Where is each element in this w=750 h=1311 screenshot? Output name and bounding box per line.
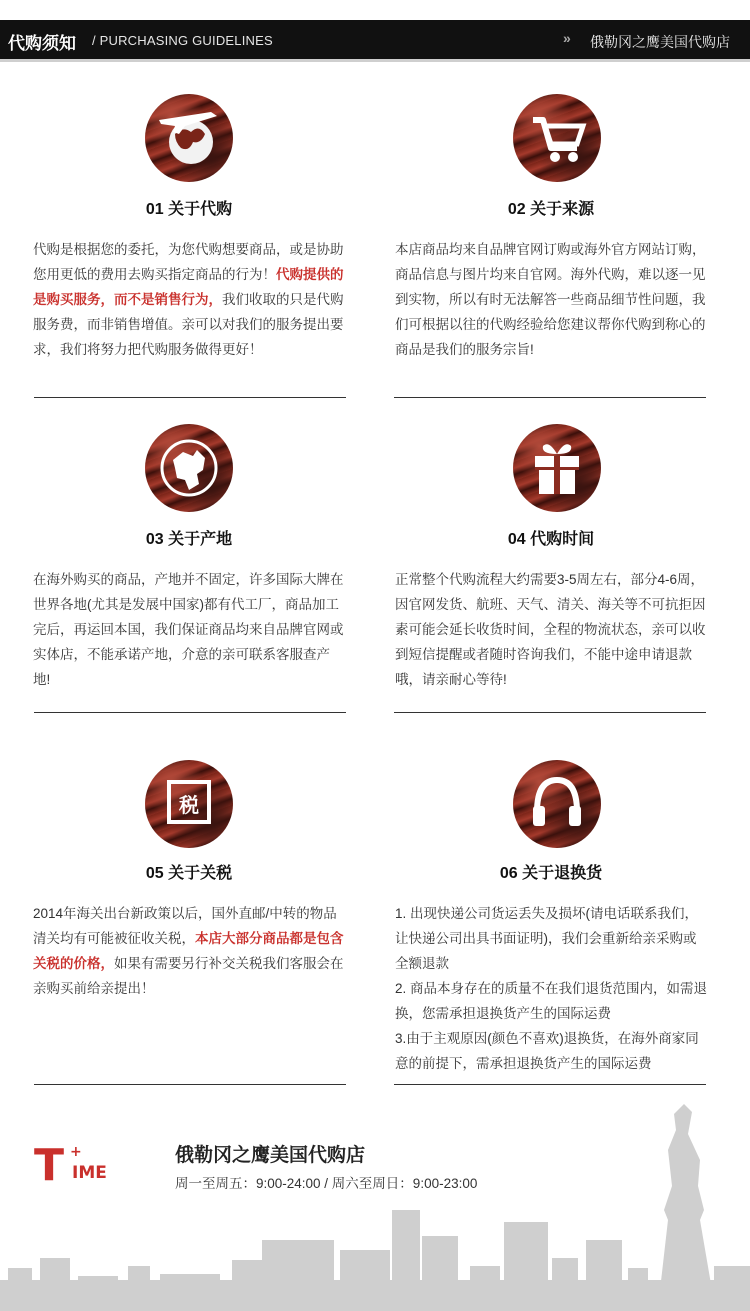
section-text-part: 2014年海关出台新政策以后，国外直邮/中转的物品清关均有可能被征收关税， — [33, 906, 337, 946]
time-logo — [34, 1140, 114, 1186]
city-skyline-illustration — [0, 1090, 750, 1311]
gift-box-icon — [513, 424, 601, 512]
section-text — [33, 901, 347, 1001]
top-spacer — [0, 0, 750, 20]
logo-t-letter: T — [34, 1140, 65, 1186]
tax-icon-label: 税 — [179, 793, 199, 817]
section-title: 02 关于来源 — [507, 201, 595, 218]
double-chevron-right-icon: » — [563, 30, 568, 46]
section-text-highlight: 代购提供的是购买服务，而不是销售行为， — [33, 267, 344, 307]
section-title: 06 关于退换货 — [499, 865, 603, 882]
airplane-globe-icon — [145, 94, 233, 182]
section-text-part: 如果有需要另行补交关税我们客服会在亲购买前给亲提出！ — [33, 956, 344, 996]
divider — [34, 1084, 346, 1085]
section-title: 05 关于关税 — [145, 865, 233, 882]
shop-name-link[interactable]: 俄勒冈之鹰美国代购店 — [590, 34, 730, 50]
divider — [394, 1084, 706, 1085]
footer-shop-name: 俄勒冈之鹰美国代购店 — [175, 1145, 366, 1166]
section-text — [33, 237, 347, 362]
globe-map-icon — [145, 424, 233, 512]
header-bar — [0, 20, 750, 62]
headset-icon — [513, 760, 601, 848]
page-title: 代购须知 — [8, 34, 76, 53]
logo-ime: IME — [72, 1163, 107, 1183]
return-rule: 1. 出现快递公司货运丢失及损坏(请电话联系我们，让快递公司出具书面证明)，我们会重新给亲采购或全额退款 — [395, 906, 699, 971]
section-text: 在海外购买的商品，产地并不固定，许多国际大牌在世界各地(尤其是发展中国家)都有代工厂，商品加工完后，再运回本国，我们保证商品均来自品牌官网或实体店，不能承诺产地，介意的亲可联系客服查产地! — [33, 572, 344, 687]
divider — [34, 397, 346, 398]
logo-plus: + — [70, 1144, 82, 1160]
footer-hours: 周一至周五：9:00-24:00 / 周六至周日：9:00-23:00 — [175, 1176, 478, 1191]
section-title: 01 关于代购 — [145, 201, 233, 218]
section-text: 正常整个代购流程大约需要3-5周左右，部分4-6周，因官网发货、航班、天气、清关、海关等不可抗拒因素可能会延长收货时间，全程的物流状态，亲可以收到短信提醒或者随时咨询我们，不能中途申请退款哦，请亲耐心等待! — [395, 572, 706, 687]
page-subtitle: / PURCHASING GUIDELINES — [92, 33, 273, 48]
tax-icon — [145, 760, 233, 848]
section-text-part: 我们收取的只是代购服务费，而非销售增值。亲可以对我们的服务提出要求，我们将努力把代购服务做得更好！ — [33, 292, 344, 357]
section-text-highlight: 本店大部分商品都是包含关税的价格， — [33, 931, 344, 971]
section-text: 本店商品均来自品牌官网订购或海外官方网站订购，商品信息与图片均来自官网。海外代购，难以逐一见到实物，所以有时无法解答一些商品细节性问题，我们可根据以往的代购经验给您建议帮你代购到称心的商品是我们的服务宗旨! — [395, 242, 706, 357]
divider — [394, 397, 706, 398]
return-rule: 2. 商品本身存在的质量不在我们退货范围内，如需退换，您需承担退换货产生的国际运费 — [395, 981, 708, 1021]
divider — [34, 712, 346, 713]
shopping-cart-icon — [513, 94, 601, 182]
section-text-part: 代购是根据您的委托，为您代购想要商品，或是协助您用更低的费用去购买指定商品的行为！ — [33, 242, 344, 282]
section-text — [395, 901, 709, 1076]
return-rule: 3.由于主观原因(颜色不喜欢)退换货，在海外商家同意的前提下，需承担退换货产生的国际运费 — [395, 1031, 699, 1071]
section-title: 04 代购时间 — [507, 531, 595, 548]
section-title: 03 关于产地 — [145, 531, 233, 548]
divider — [394, 712, 706, 713]
